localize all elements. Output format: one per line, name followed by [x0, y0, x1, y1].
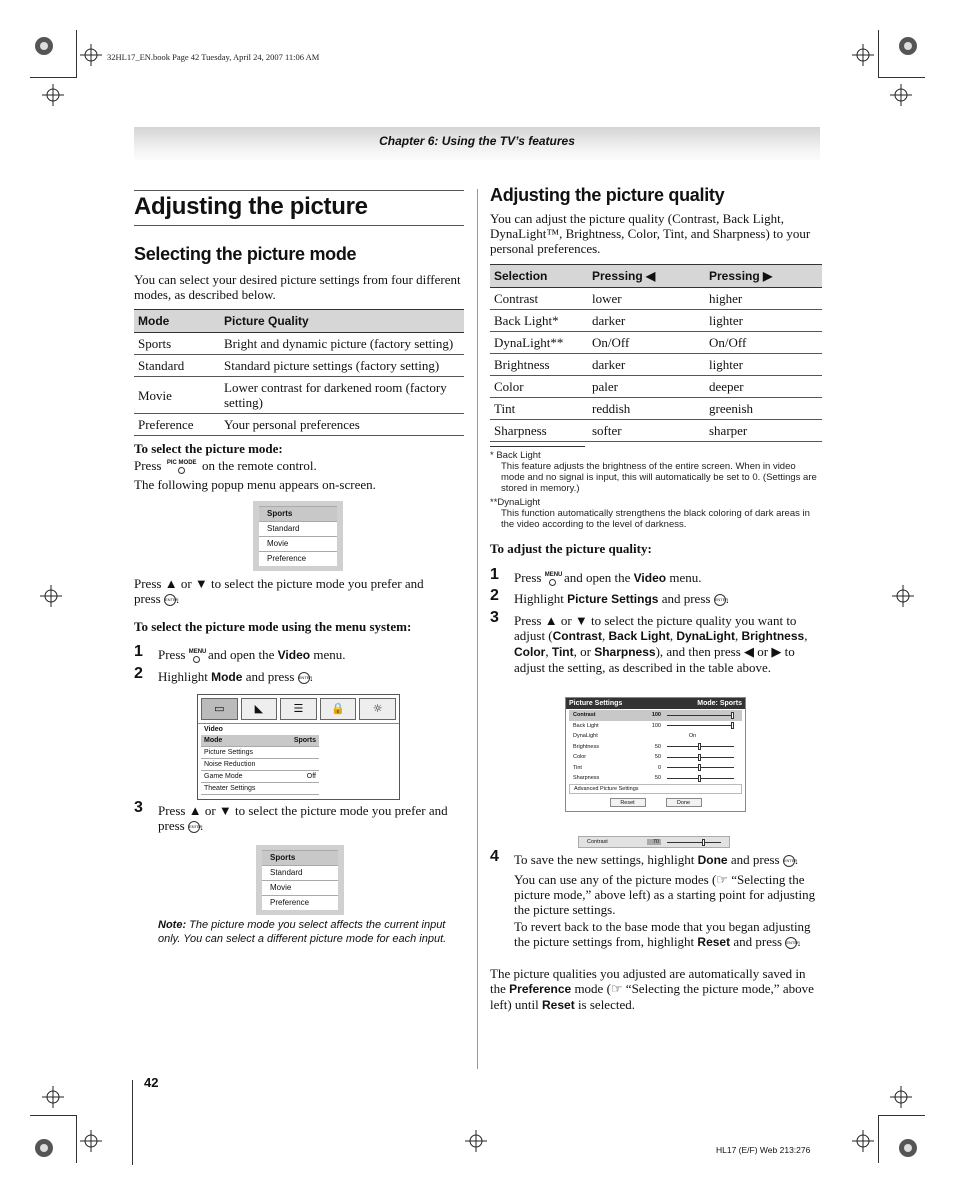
footnotes [490, 450, 822, 530]
video-menu-screen [197, 694, 400, 800]
crosshair-icon [465, 1130, 487, 1152]
slider-knob[interactable] [698, 764, 701, 771]
footnote-title: **DynaLight [490, 497, 541, 508]
registration-mark-icon [897, 35, 919, 57]
preferences-tab-icon[interactable]: ☰ [280, 698, 317, 720]
quality-table [490, 264, 822, 442]
setting-row-brightness[interactable]: Brightness 50 [569, 742, 742, 753]
menu-button-icon: MENU [545, 572, 561, 586]
step-number: 3 [490, 609, 499, 626]
registration-mark-icon [33, 35, 55, 57]
picture-mode-popup [253, 501, 343, 571]
enter-button-icon: ENTER [783, 855, 795, 867]
table-header: Mode [134, 310, 220, 333]
popup-item[interactable]: Movie [262, 880, 338, 895]
setting-row-back-light[interactable]: Back Light 100 [569, 721, 742, 732]
picture-mode-popup-2 [256, 845, 344, 915]
enter-button-icon: ENTER [298, 672, 310, 684]
crosshair-icon [80, 1130, 102, 1152]
registration-mark-icon [897, 1137, 919, 1159]
step-number: 1 [490, 566, 499, 583]
setting-row-contrast[interactable]: Contrast 100 [569, 710, 742, 721]
menu-tabs [198, 695, 399, 724]
pic-mode-button-icon: PIC MODE [165, 460, 199, 474]
page-number: 42 [144, 1075, 159, 1090]
step-number: 1 [134, 643, 143, 660]
step-2-text: Highlight Mode and press ENTER. [158, 669, 313, 684]
slider-knob[interactable] [731, 712, 734, 719]
video-tab-icon[interactable]: ▭ [201, 698, 238, 720]
advanced-settings-row[interactable]: Advanced Picture Settings [569, 784, 742, 795]
menu-row-picture-settings[interactable]: Picture Settings [201, 747, 319, 759]
enter-button-icon: ENTER [785, 937, 797, 949]
crosshair-icon [42, 1086, 64, 1108]
slider-knob[interactable] [698, 743, 701, 750]
setting-row-tint[interactable]: Tint 0 [569, 763, 742, 774]
setting-row-sharpness[interactable]: Sharpness 50 [569, 773, 742, 784]
table-row: Back Light* darker lighter [490, 310, 822, 332]
footnote-divider [490, 446, 585, 447]
setup-tab-icon[interactable]: ☼ [359, 698, 396, 720]
step-number: 2 [490, 587, 499, 604]
step-4-text: To save the new settings, highlight Done and press ENTER. You can use any of the picture modes (☞ “Selecting the picture mode,” above left) as a starting point for adjusting the picture settings. To revert back to the base mode that you began adjusting the picture settings from, highlight Reset and press ENTER. [514, 852, 816, 949]
step-3-text: Press ▲ or ▼ to select the picture mode you prefer and press ENTER. [158, 803, 448, 833]
footnote-title: * Back Light [490, 450, 541, 461]
popup-item[interactable]: Sports [259, 506, 337, 521]
contrast-adjust-bar: Contrast 70 [578, 836, 730, 848]
enter-button-icon: ENTER [188, 821, 200, 833]
step-1-text: Press MENU and open the Video menu. [158, 647, 346, 662]
registration-mark-icon [33, 1137, 55, 1159]
table-row: Color paler deeper [490, 376, 822, 398]
menu-system-heading: To select the picture mode using the menu system: [134, 619, 412, 634]
picture-settings-screen [565, 697, 746, 812]
table-row: Tint reddish greenish [490, 398, 822, 420]
menu-button-icon: MENU [189, 649, 205, 663]
popup-item[interactable]: Movie [259, 536, 337, 551]
footnote-text: This function automatically strengthens the black coloring of dark areas in the video according to the level of darkness. [501, 508, 810, 530]
table-row: Sharpness softer sharper [490, 420, 822, 442]
done-button[interactable]: Done [666, 798, 702, 807]
mode-intro: You can select your desired picture settings from four different modes, as described below. [134, 272, 461, 302]
enter-button-icon: ENTER [164, 594, 176, 606]
crosshair-icon [852, 1130, 874, 1152]
setting-row-dynalight[interactable]: DynaLight On [573, 733, 697, 740]
note: Note: The picture mode you select affects the current input only. You can select a different picture mode for each input. [158, 919, 447, 945]
adjust-heading: To adjust the picture quality: [490, 541, 652, 556]
select-mode-heading: To select the picture mode: [134, 441, 283, 456]
table-row: DynaLight** On/Off On/Off [490, 332, 822, 354]
section-title-mode: Selecting the picture mode [134, 244, 357, 264]
table-row: Brightness darker lighter [490, 354, 822, 376]
step-number: 4 [490, 848, 499, 865]
crosshair-icon [42, 84, 64, 106]
footer-code: HL17 (E/F) Web 213:276 [716, 1145, 811, 1155]
table-header: Pressing ▶ [705, 265, 822, 288]
popup-item[interactable]: Sports [262, 850, 338, 865]
table-header: Picture Quality [220, 310, 464, 333]
slider-knob[interactable] [731, 722, 734, 729]
step-number: 3 [134, 799, 143, 816]
step-number: 2 [134, 665, 143, 682]
crosshair-icon [40, 585, 62, 607]
crosshair-icon [852, 44, 874, 66]
menu-row-game-mode[interactable]: Game Mode Off [201, 771, 319, 783]
table-row: Movie Lower contrast for darkened room (factory setting) [134, 377, 464, 414]
slider-knob[interactable] [702, 839, 705, 846]
popup-item[interactable]: Preference [262, 895, 338, 910]
chapter-header: Chapter 6: Using the TV’s features [134, 127, 820, 160]
table-row: Preference Your personal preferences [134, 414, 464, 436]
section-title-quality: Adjusting the picture quality [490, 185, 725, 205]
footnote-text: This feature adjusts the brightness of the entire screen. When in video mode and no signal is input, this will automatically be set to 0. (Settings are stored in memory.) [501, 461, 817, 494]
table-header: Pressing ◀ [588, 265, 705, 288]
reset-button[interactable]: Reset [610, 798, 646, 807]
quality-intro: You can adjust the picture quality (Contrast, Back Light, DynaLight™, Brightness, Color, Tint, and Sharpness) to your personal preferences. [490, 211, 811, 256]
mode-table [134, 309, 464, 436]
step-1-text: Press MENU and open the Video menu. [514, 570, 702, 585]
slider-knob[interactable] [698, 775, 701, 782]
picture-settings-header: Picture Settings Mode: Sports [566, 698, 745, 709]
table-row: Sports Bright and dynamic picture (factory setting) [134, 333, 464, 355]
step-3-text: Press ▲ or ▼ to select the picture quality you want to adjust (Contrast, Back Light, DynaLight, Brightness, Color, Tint, or Sharpness), and then press ◀ or ▶ to adjust the setting, as described in the table above. [514, 613, 808, 675]
page-title: Adjusting the picture [134, 190, 464, 226]
crosshair-icon [892, 585, 914, 607]
menu-row-theater-settings[interactable]: Theater Settings [201, 783, 319, 795]
table-header: Selection [490, 265, 588, 288]
closing-text: The picture qualities you adjusted are automatically saved in the Preference mode (☞ “Selecting the picture mode,” above left) until Reset is selected. [490, 966, 814, 1012]
setting-row-color[interactable]: Color 50 [569, 752, 742, 763]
step-2-text: Highlight Picture Settings and press ENTER. [514, 591, 729, 606]
popup-item[interactable]: Preference [259, 551, 337, 566]
book-info: 32HL17_EN.book Page 42 Tuesday, April 24, 2007 11:06 AM [107, 52, 320, 62]
popup-intro: The following popup menu appears on-screen. [134, 477, 376, 492]
crosshair-icon [80, 44, 102, 66]
crosshair-icon [890, 1086, 912, 1108]
menu-row-mode[interactable]: Mode Sports [201, 735, 319, 747]
menu-row-noise-reduction[interactable]: Noise Reduction [201, 759, 319, 771]
popup-item[interactable]: Standard [262, 865, 338, 880]
audio-tab-icon[interactable]: ◣ [241, 698, 278, 720]
press-updown-text: Press ▲ or ▼ to select the picture mode you prefer and press ENTER. [134, 576, 424, 606]
lock-tab-icon[interactable]: 🔒 [320, 698, 357, 720]
popup-item[interactable]: Standard [259, 521, 337, 536]
press-pic-mode-line: Press PIC MODE on the remote control. [134, 458, 317, 473]
enter-button-icon: ENTER [714, 594, 726, 606]
table-row: Contrast lower higher [490, 288, 822, 310]
crosshair-icon [890, 84, 912, 106]
table-row: Standard Standard picture settings (factory setting) [134, 355, 464, 377]
slider-knob[interactable] [698, 754, 701, 761]
menu-title: Video [204, 726, 223, 733]
